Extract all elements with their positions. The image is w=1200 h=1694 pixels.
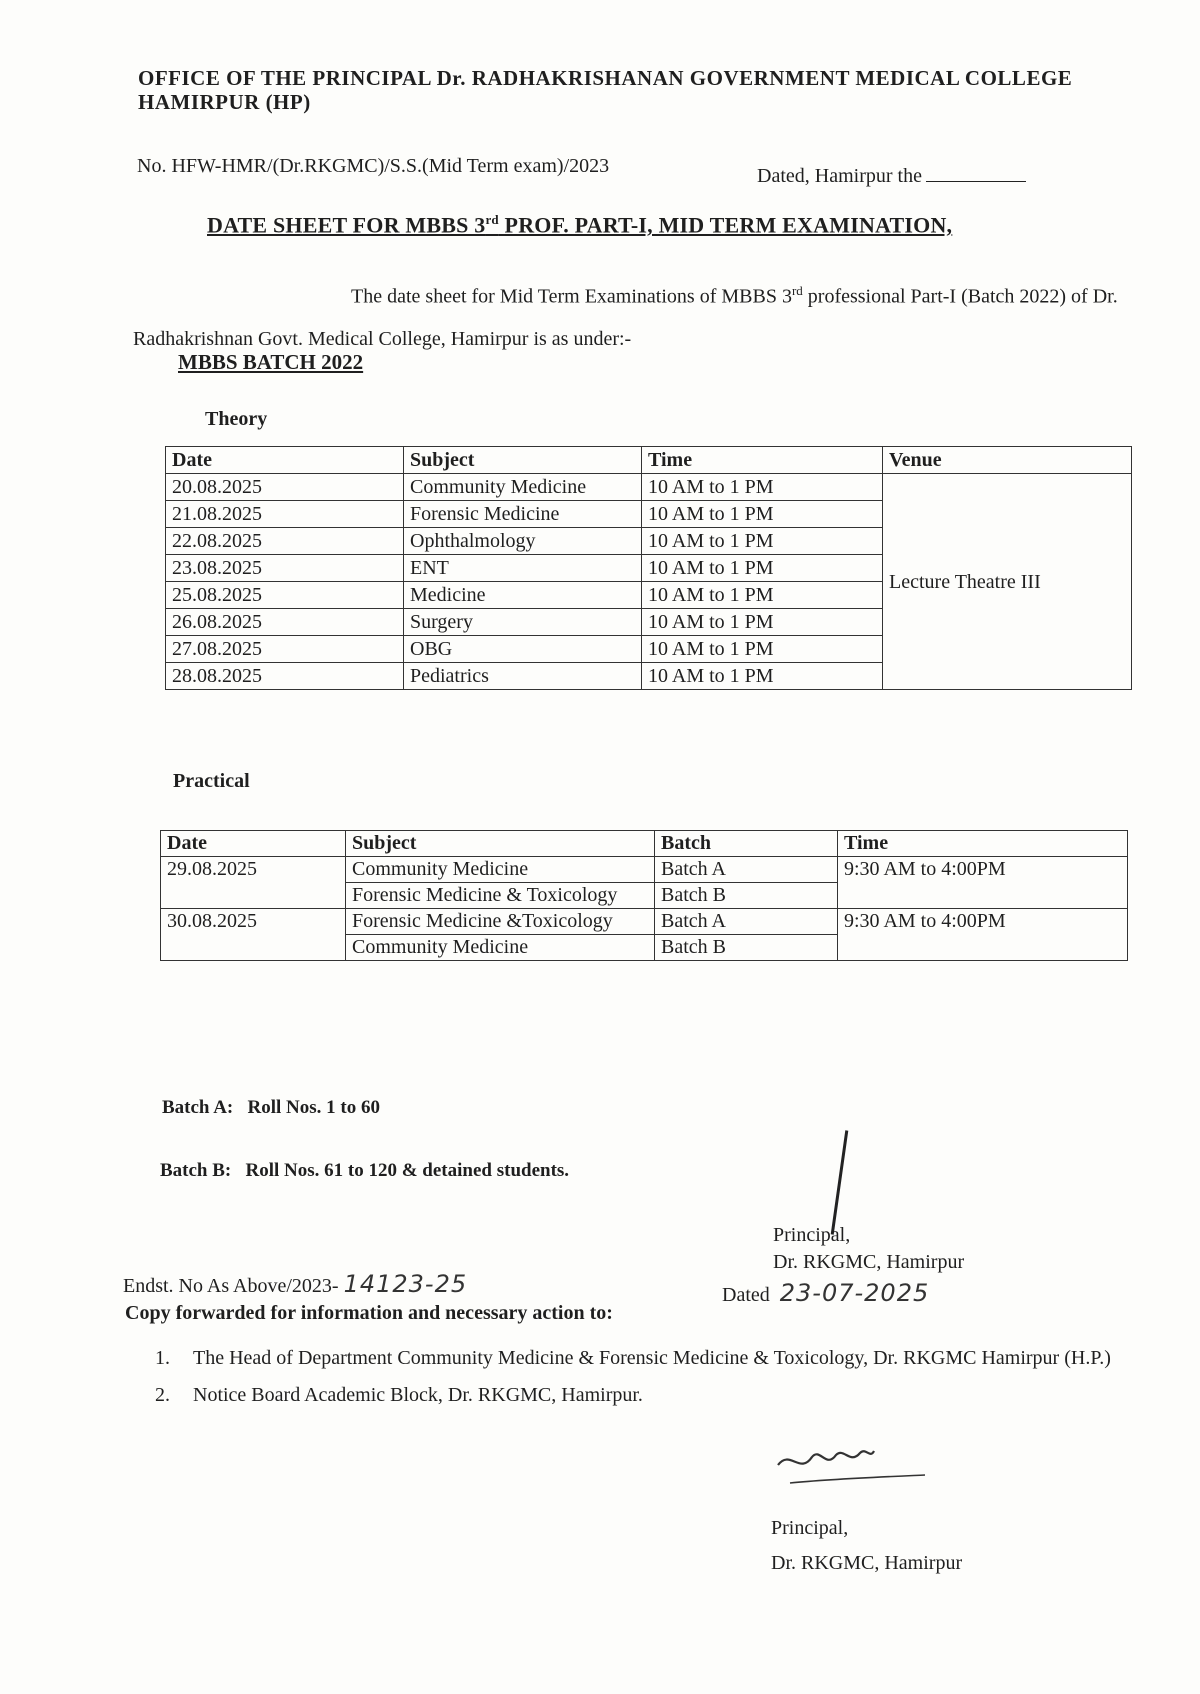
theory-subject: ENT [404,555,642,582]
signature-block-2 [771,1515,962,1577]
practical-header-row [161,831,1128,857]
dated-line [757,165,1026,188]
distribution-list [155,1345,1145,1419]
title-sup: rd [485,212,499,227]
practical-header-batch: Batch [655,831,838,857]
theory-time: 10 AM to 1 PM [642,636,883,663]
signatory-org: Dr. RKGMC, Hamirpur [771,1552,963,1574]
practical-header-date: Date [161,831,346,857]
signatory-org: Dr. RKGMC, Hamirpur [773,1251,965,1273]
theory-header-time: Time [642,447,883,474]
theory-header-date: Date [166,447,404,474]
practical-time: 9:30 AM to 4:00PM [838,909,1128,961]
handwritten-endorsement-number: 14123-25 [343,1270,468,1298]
document-title [207,212,952,238]
practical-label: Practical [173,770,250,792]
copy-forwarded: Copy forwarded for information and necessary action to: [125,1302,613,1324]
theory-time: 10 AM to 1 PM [642,528,883,555]
theory-date: 26.08.2025 [166,609,404,636]
title-suffix: PROF. PART-I, MID TERM EXAMINATION, [498,212,953,238]
list-number: 2. [155,1384,170,1406]
dated-label-2: Dated [722,1284,770,1306]
theory-subject: Medicine [404,582,642,609]
theory-subject: Pediatrics [404,663,642,690]
signature-dated [722,1280,929,1309]
batch-b-label: Batch B: [160,1160,232,1181]
handwritten-date: 23-07-2025 [779,1279,930,1307]
list-text: Notice Board Academic Block, Dr. RKGMC, Hamirpur. [193,1384,643,1406]
intro-part1: The date sheet for Mid Term Examinations of MBBS 3 [351,285,792,308]
practical-table [160,830,1128,961]
list-item [155,1382,1145,1409]
theory-date: 25.08.2025 [166,582,404,609]
theory-subject: Surgery [404,609,642,636]
theory-date: 28.08.2025 [166,663,404,690]
practical-batch: Batch B [655,883,838,909]
intro-paragraph [133,270,1143,360]
practical-date: 30.08.2025 [161,909,346,961]
batch-a-note [162,1097,380,1119]
theory-header-venue: Venue [883,447,1132,474]
theory-subject: OBG [404,636,642,663]
practical-subject: Forensic Medicine &Toxicology [346,909,655,935]
practical-subject: Community Medicine [346,935,655,961]
theory-time: 10 AM to 1 PM [642,609,883,636]
theory-header-row [166,447,1132,474]
list-text: The Head of Department Community Medicine & Forensic Medicine & Toxicology, Dr. RKGMC Hamirpur (H.P.) [193,1347,1111,1369]
intro-sup: rd [791,283,803,298]
practical-batch: Batch A [655,857,838,883]
batch-b-text: Roll Nos. 61 to 120 & detained students. [245,1160,570,1181]
batch-a-label: Batch A: [162,1097,234,1118]
table-row [166,474,1132,501]
endorsement-prefix: Endst. No As Above/2023- [123,1275,339,1297]
list-item [155,1345,1145,1372]
theory-subject: Ophthalmology [404,528,642,555]
theory-date: 20.08.2025 [166,474,404,501]
table-row [161,857,1128,883]
signature-stroke [831,1130,849,1234]
practical-date: 29.08.2025 [161,857,346,909]
theory-date: 22.08.2025 [166,528,404,555]
theory-date: 27.08.2025 [166,636,404,663]
practical-batch: Batch A [655,909,838,935]
signatory-title: Principal, [773,1224,851,1246]
theory-venue: Lecture Theatre III [883,474,1132,690]
theory-date: 21.08.2025 [166,501,404,528]
intro-part2: professional Part-I (Batch 2022) of Dr. Radhakrishnan Govt. Medical College, Hamirpur is as under:- [133,285,1118,350]
theory-time: 10 AM to 1 PM [642,474,883,501]
endorsement-number [123,1270,467,1298]
theory-subject: Community Medicine [404,474,642,501]
batch-b-note [160,1160,569,1182]
table-row [161,909,1128,935]
title-prefix: DATE SHEET FOR MBBS 3 [207,212,486,238]
theory-time: 10 AM to 1 PM [642,501,883,528]
dated-label: Dated, Hamirpur the [757,165,922,187]
theory-time: 10 AM to 1 PM [642,663,883,690]
practical-subject: Forensic Medicine & Toxicology [346,883,655,909]
principal-signature [770,1435,930,1495]
theory-table [165,446,1132,690]
batch-a-text: Roll Nos. 1 to 60 [247,1097,380,1118]
practical-time: 9:30 AM to 4:00PM [838,857,1128,909]
theory-label: Theory [205,408,268,430]
theory-header-subject: Subject [404,447,642,474]
practical-subject: Community Medicine [346,857,655,883]
theory-time: 10 AM to 1 PM [642,582,883,609]
signature-block-1 [773,1222,964,1276]
date-blank [926,181,1026,182]
practical-batch: Batch B [655,935,838,961]
practical-header-time: Time [838,831,1128,857]
theory-date: 23.08.2025 [166,555,404,582]
batch-heading: MBBS BATCH 2022 [178,350,364,374]
theory-time: 10 AM to 1 PM [642,555,883,582]
office-header: OFFICE OF THE PRINCIPAL Dr. RADHAKRISHANAN GOVERNMENT MEDICAL COLLEGE HAMIRPUR (HP) [138,66,1073,114]
reference-number: No. HFW-HMR/(Dr.RKGMC)/S.S.(Mid Term exam)/2023 [137,155,610,177]
theory-subject: Forensic Medicine [404,501,642,528]
signatory-title: Principal, [771,1517,849,1539]
practical-header-subject: Subject [346,831,655,857]
list-number: 1. [155,1347,170,1369]
